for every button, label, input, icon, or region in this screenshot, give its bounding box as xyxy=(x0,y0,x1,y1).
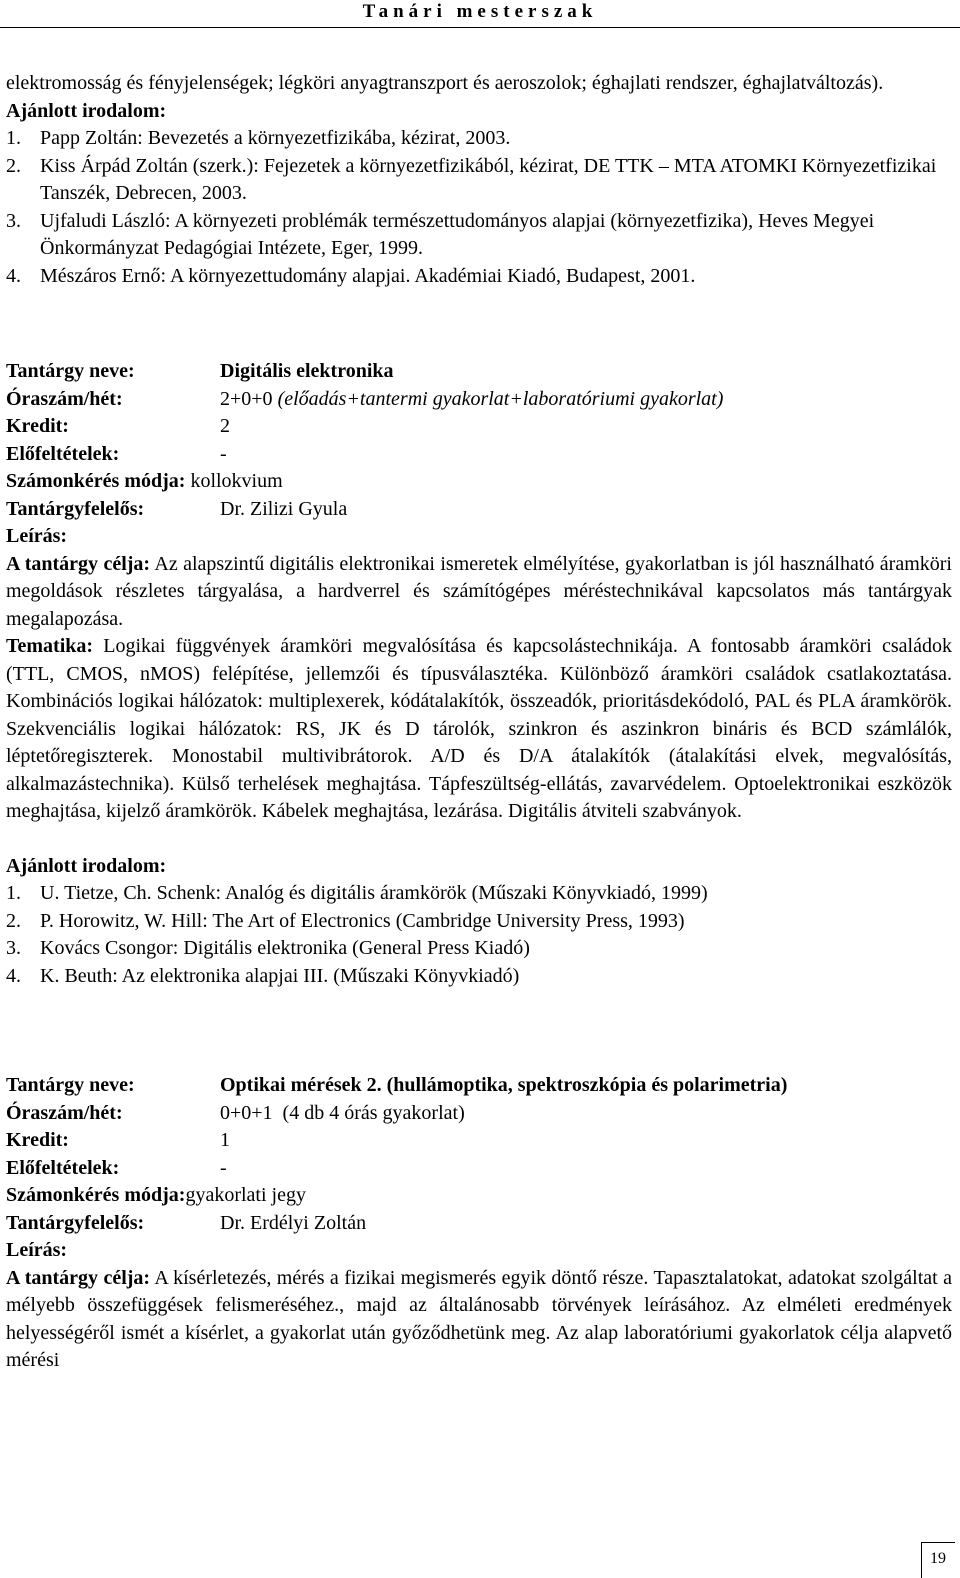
course-responsible-row: Tantárgyfelelős: Dr. Erdélyi Zoltán xyxy=(6,1211,367,1234)
course-name-row: Tantárgy neve: Digitális elektronika xyxy=(6,358,952,386)
course-topics: Tematika: Logikai függvények áramköri megvalósítása és kapcsolástechnikája. A fontosabb áramköri családok (TTL, CMOS, nMOS) felépítése, jellemzői és típusválasztéka. Különböző áramköri családok csatlakoztatása. Kombinációs logikai hálózatok: multiplexerek, kódátalakítók, összeadók, prioritásdekódoló, PAL és PLA áramkörök. Szekvenciális logikai hálózatok: RS, JK és D tárolók, szinkron és aszinkron bináris és BCD számlálók, léptetőregiszterek. Monostabil multivibrátorok. A/D és D/A átalakítók (átalakítási elvek, megvalósítás, alkalmazástechnika). Külső terhelések meghajtása. Tápfeszültség-ellátás, zavarvédelem. Optoelektronikai eszközök meghajtása, kijelző áramkörök. Kábelek meghajtása, lezárása. Digitális átviteli szabványok. xyxy=(6,635,952,822)
literature-item: 3. Kovács Csongor: Digitális elektronika (General Press Kiadó) xyxy=(6,937,530,959)
course-hours-row: Óraszám/hét: 0+0+1 (4 db 4 órás gyakorlat) xyxy=(6,1101,465,1124)
course-responsible-row: Tantárgyfelelős: Dr. Zilizi Gyula xyxy=(6,497,348,520)
course-name: Digitális elektronika xyxy=(220,360,394,382)
page-number: 19 xyxy=(930,1550,946,1567)
literature-heading: Ajánlott irodalom: xyxy=(6,854,167,877)
running-header: Tanári mesterszak xyxy=(0,0,960,28)
literature-item: 3. Ujfaludi László: A környezeti problémák természettudományos alapjai (környezetfizika), Heves Megyei Önkormányzat Pedagógiai Intézete, Eger, 1999. xyxy=(6,209,875,259)
course-exam-row: Számonkérés módja: kollokvium xyxy=(6,470,283,492)
course-goal: A tantárgy célja: Az alapszintű digitális elektronikai ismeretek elmélyítése, gyakorlatban is jól használható áramköri megoldások részletes tárgyalása, a hardverrel és számítógépes méréstechnikával kapcsolatos más tantárgyak megalapozása. xyxy=(6,552,952,630)
description-heading: Leírás: xyxy=(6,1239,68,1261)
literature-item: 1. Papp Zoltán: Bevezetés a környezetfizikába, kézirat, 2003. xyxy=(6,127,511,149)
course-credit-row: Kredit: 2 xyxy=(6,415,230,437)
literature-item: 4. K. Beuth: Az elektronika alapjai III. (Műszaki Könyvkiadó) xyxy=(6,964,520,987)
course-optical-measurements xyxy=(6,1072,952,1375)
literature-item: 4. Mészáros Ernő: A környezettudomány alapjai. Akadémiai Kiadó, Budapest, 2001. xyxy=(6,264,696,287)
literature-list xyxy=(6,125,952,290)
literature-item: 1. U. Tietze, Ch. Schenk: Analóg és digitális áramkörök (Műszaki Könyvkiadó, 1999) xyxy=(6,882,708,904)
course-hours-row: Óraszám/hét: 2+0+0 (előadás+tantermi gyakorlat+laboratóriumi gyakorlat) xyxy=(6,387,724,410)
page-content xyxy=(6,70,952,1375)
course-digital-electronics xyxy=(6,358,952,990)
literature-item: 2. P. Horowitz, W. Hill: The Art of Electronics (Cambridge University Press, 1993) xyxy=(6,909,685,932)
literature-heading: Ajánlott irodalom: xyxy=(6,99,167,122)
course-prereq-row: Előfeltételek: - xyxy=(6,1156,227,1179)
literature-list xyxy=(6,880,952,990)
course-goal: A tantárgy célja: A kísérletezés, mérés a fizikai megismerés egyik döntő része. Tapasztalatokat, adatokat szolgáltat a mélyebb összefüggések felismeréséhez., majd az általánosabb törvények leírásához. Az elméleti eredmények helyességéről ismét a kísérlet, a gyakorlat után győződhetünk meg. Az alap laboratóriumi gyakorlatok célja alapvető mérési xyxy=(6,1266,952,1371)
course-credit-row: Kredit: 1 xyxy=(6,1129,230,1151)
course-exam-row: Számonkérés módja: gyakorlati jegy xyxy=(6,1184,306,1206)
literature-item: 2. Kiss Árpád Zoltán (szerk.): Fejezetek a környezetfizikából, kézirat, DE TTK – MTA ATOMKI Környezetfizikai Tanszék, Debrecen, 2003. xyxy=(6,154,937,204)
course-name-row: Tantárgy neve: Optikai mérések 2. (hullámoptika, spektroszkópia és polarimetria) xyxy=(6,1072,952,1100)
continuation-text: elektromosság és fényjelenségek; légköri anyagtranszport és aeroszolok; éghajlati rendszer, éghajlatváltozás). xyxy=(6,72,884,94)
course-prereq-row: Előfeltételek: - xyxy=(6,442,227,465)
course-name: Optikai mérések 2. (hullámoptika, spektroszkópia és polarimetria) xyxy=(220,1074,788,1096)
description-heading: Leírás: xyxy=(6,525,68,547)
